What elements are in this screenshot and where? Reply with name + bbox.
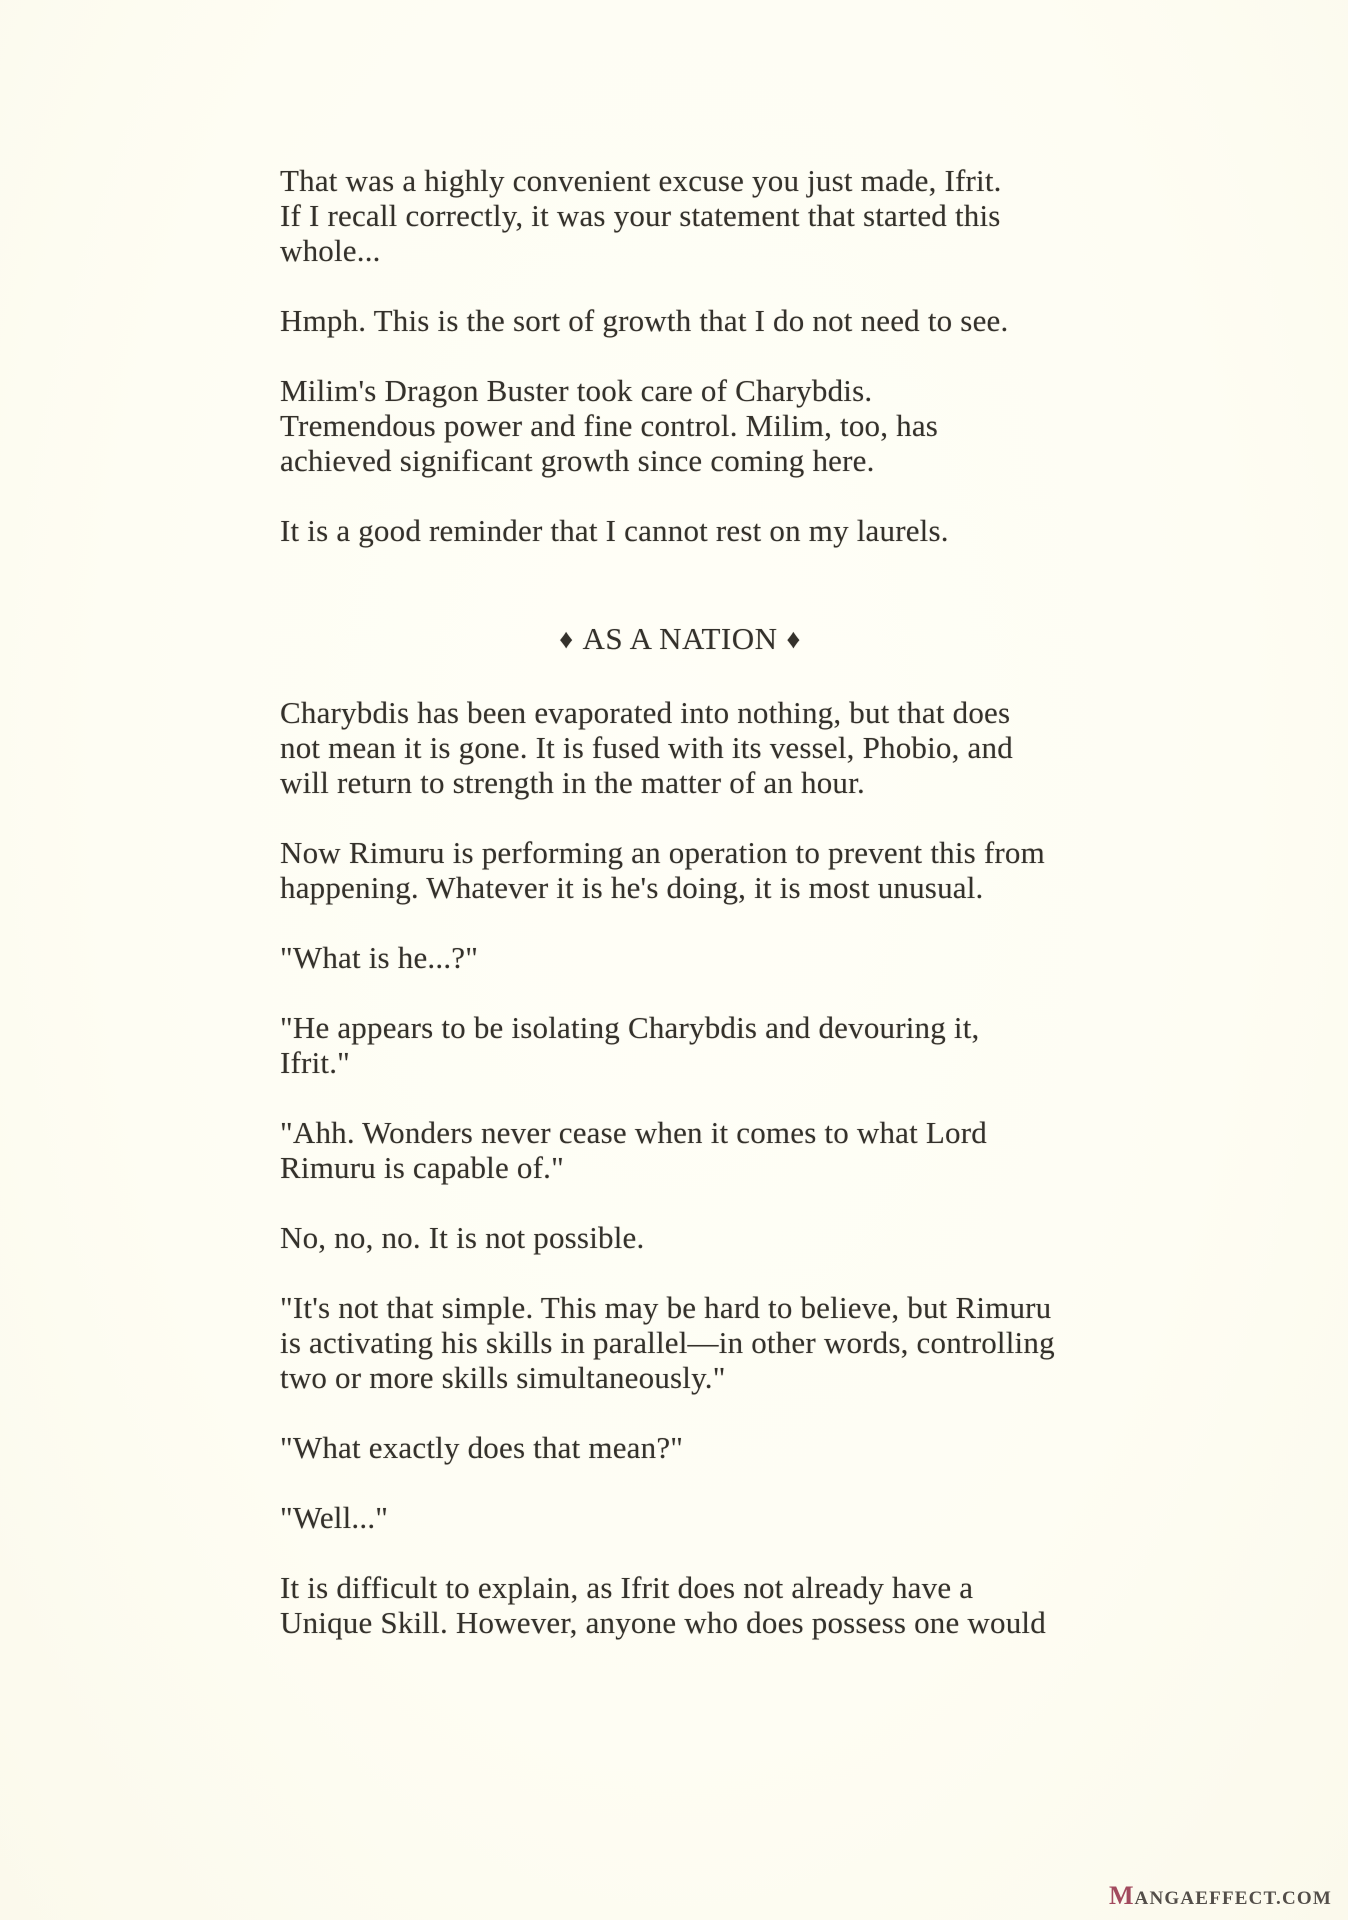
text-line: happening. Whatever it is he's doing, it is most unusual. [280, 870, 984, 905]
paragraph [280, 303, 1080, 338]
watermark [1109, 1882, 1332, 1914]
text-line: will return to strength in the matter of an hour. [280, 765, 865, 800]
paragraph [280, 1500, 1080, 1535]
text-line: Tremendous power and fine control. Milim, too, has [280, 408, 939, 443]
text-line: "It's not that simple. This may be hard to believe, but Rimuru [280, 1290, 1052, 1325]
paragraph [280, 1290, 1080, 1395]
text-line: "Ahh. Wonders never cease when it comes to what Lord [280, 1115, 987, 1150]
text-line: It is difficult to explain, as Ifrit does not already have a [280, 1570, 974, 1605]
watermark-lead-letter: M [1108, 1881, 1135, 1910]
text-line: whole... [280, 233, 381, 268]
text-line: is activating his skills in parallel—in other words, controlling [280, 1325, 1055, 1360]
text-column [280, 163, 1080, 1675]
section-heading [280, 621, 1080, 658]
paragraph [280, 1430, 1080, 1465]
text-line: "He appears to be isolating Charybdis and devouring it, [280, 1010, 980, 1045]
text-line: That was a highly convenient excuse you just made, Ifrit. [280, 163, 1002, 198]
text-line: Rimuru is capable of." [280, 1150, 564, 1185]
diamond-icon: ♦ [559, 624, 574, 654]
paragraph [280, 1570, 1080, 1640]
paragraph [280, 1010, 1080, 1080]
paragraph [280, 163, 1080, 268]
text-line: Charybdis has been evaporated into nothing, but that does [280, 695, 1011, 730]
text-line: not mean it is gone. It is fused with its vessel, Phobio, and [280, 730, 1013, 765]
text-line: two or more skills simultaneously." [280, 1360, 726, 1395]
paragraph [280, 695, 1080, 800]
text-line: Unique Skill. However, anyone who does possess one would [280, 1605, 1046, 1640]
text-line: Hmph. This is the sort of growth that I do not need to see. [280, 303, 1009, 338]
text-line: Milim's Dragon Buster took care of Charybdis. [280, 373, 873, 408]
text-line: Now Rimuru is performing an operation to prevent this from [280, 835, 1045, 870]
paragraph [280, 513, 1080, 548]
text-line: "What exactly does that mean?" [280, 1430, 684, 1465]
text-line: No, no, no. It is not possible. [280, 1220, 645, 1255]
diamond-icon: ♦ [786, 624, 801, 654]
watermark-rest-text: ANGAEFFECT.COM [1134, 1888, 1332, 1909]
paragraph [280, 373, 1080, 478]
text-line: "Well..." [280, 1500, 389, 1535]
paragraph [280, 940, 1080, 975]
text-line: achieved significant growth since coming here. [280, 443, 875, 478]
text-line: "What is he...?" [280, 940, 479, 975]
paragraph [280, 1220, 1080, 1255]
paragraph [280, 1115, 1080, 1185]
text-line: It is a good reminder that I cannot rest on my laurels. [280, 513, 949, 548]
text-line: If I recall correctly, it was your statement that started this [280, 198, 1001, 233]
paragraph [280, 835, 1080, 905]
text-line: Ifrit." [280, 1045, 350, 1080]
section-heading-label: AS A NATION [582, 621, 778, 656]
